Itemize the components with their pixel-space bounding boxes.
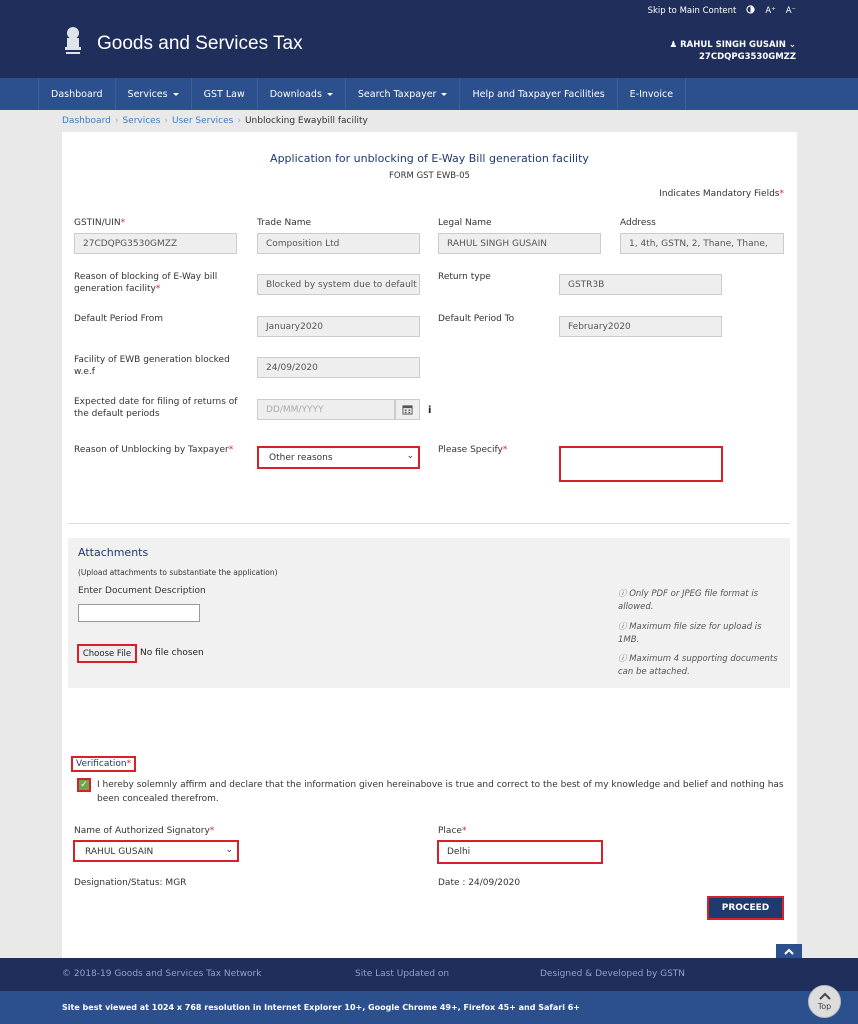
proceed-button[interactable]: PROCEED [707, 896, 784, 920]
declaration-checkbox[interactable]: ✓ [77, 778, 91, 792]
info-circle-icon: ⓘ [618, 589, 630, 599]
gstin-field: 27CDQPG3530GMZZ [74, 233, 237, 254]
no-file-text: No file chosen [140, 648, 204, 658]
attachments-section [68, 538, 790, 688]
address-field: 1, 4th, GSTN, 2, Thane, Thane, [620, 233, 784, 254]
info-circle-icon: ⓘ [618, 654, 630, 664]
user-name: RAHUL SINGH GUSAIN [680, 40, 786, 50]
nav-item-label: Help and Taxpayer Facilities [472, 88, 605, 100]
blocked-wef-field: 24/09/2020 [257, 357, 420, 378]
national-emblem-logo[interactable] [62, 25, 84, 59]
attachments-title: Attachments [78, 546, 149, 559]
mandatory-note: Indicates Mandatory Fields* [659, 189, 784, 199]
nav-item-label: Services [127, 88, 168, 100]
nav-item-label: Search Taxpayer [357, 88, 437, 100]
font-decrease-button[interactable]: A⁻ [785, 6, 796, 16]
reason-blocking-field: Blocked by system due to default [257, 274, 420, 295]
site-updated-text: Site Last Updated on [355, 969, 450, 979]
copyright-text: © 2018-19 Goods and Services Tax Network [62, 969, 262, 979]
best-viewed-text: Site best viewed at 1024 x 768 resolution in Internet Explorer 10+, Google Chrome 49+, Firefox 45+ and Safari 6+ [62, 1003, 581, 1012]
top-bar [0, 0, 858, 20]
divider [68, 523, 790, 524]
chevron-down-icon: ⌄ [785, 40, 796, 50]
user-icon: ♟ [669, 40, 681, 50]
caret-down-icon [327, 93, 333, 96]
verification-label: Verification* [71, 756, 136, 772]
blocked-wef-label: Facility of EWB generation blocked w.e.f [74, 355, 230, 377]
note-file-format: ⓘ Only PDF or JPEG file format is allowed. [618, 589, 759, 612]
breadcrumb-user-services[interactable]: User Services [172, 116, 234, 126]
calendar-icon[interactable] [395, 399, 420, 420]
form-code: FORM GST EWB-05 [389, 171, 470, 181]
nav-item-dashboard[interactable] [38, 78, 116, 110]
nav-item-label: Dashboard [51, 88, 103, 100]
chevron-down-icon: ⌄ [406, 451, 414, 461]
return-type-field: GSTR3B [559, 274, 722, 295]
trade-name-field: Composition Ltd [257, 233, 420, 254]
user-gstin: 27CDQPG3530GMZZ [699, 52, 796, 62]
nav-item-downloads[interactable] [258, 78, 346, 110]
unblock-reason-label: Reason of Unblocking by Taxpayer* [74, 445, 234, 455]
expected-date-input[interactable]: DD/MM/YYYY [257, 399, 395, 420]
legal-name-label: Legal Name [438, 218, 492, 228]
period-to-label: Default Period To [438, 314, 515, 324]
expected-date-label: Expected date for filing of returns of the default periods [74, 397, 238, 419]
nav-item-e-invoice[interactable] [618, 78, 686, 110]
period-from-label: Default Period From [74, 314, 163, 324]
nav-item-label: Downloads [269, 88, 322, 100]
info-icon[interactable]: i [428, 405, 432, 416]
footer-bottom [0, 991, 858, 1024]
please-specify-label: Please Specify* [438, 445, 508, 455]
font-increase-button[interactable]: A⁺ [765, 6, 776, 16]
breadcrumb: Dashboard › Services › User Services › Unblocking Ewaybill facility [62, 116, 368, 126]
nav-item-label: GST Law [203, 88, 245, 100]
please-specify-textarea[interactable] [559, 446, 723, 482]
date-text: Date : 24/09/2020 [438, 878, 521, 888]
place-input[interactable]: Delhi [437, 840, 603, 864]
header [0, 20, 858, 78]
caret-down-icon [173, 93, 179, 96]
period-to-field: February2020 [559, 316, 722, 337]
breadcrumb-current: Unblocking Ewaybill facility [244, 116, 368, 126]
attachments-subtitle: (Upload attachments to substantiate the application) [78, 568, 278, 577]
doc-description-label: Enter Document Description [78, 586, 206, 596]
nav-item-services[interactable] [116, 78, 192, 110]
legal-name-field: RAHUL SINGH GUSAIN [438, 233, 601, 254]
main-nav [0, 78, 858, 110]
unblock-reason-select[interactable]: Other reasons ⌄ [257, 446, 420, 469]
trade-name-label: Trade Name [257, 218, 312, 228]
user-menu[interactable] [669, 39, 796, 63]
skip-to-main-link[interactable]: Skip to Main Content [647, 6, 737, 16]
form-card [62, 132, 797, 958]
caret-down-icon [441, 93, 447, 96]
signatory-select[interactable]: RAHUL GUSAIN ⌄ [73, 840, 239, 862]
address-label: Address [620, 218, 656, 228]
reason-blocking-label: Reason of blocking of E-Way bill generation facility* [74, 272, 218, 294]
breadcrumb-dashboard[interactable]: Dashboard [62, 116, 111, 126]
declaration-text: I hereby solemnly affirm and declare that the information given hereinabove is true and correct to the best of my knowledge and belief and nothing has been concealed therefrom. [97, 780, 784, 804]
signatory-label: Name of Authorized Signatory* [74, 826, 215, 836]
chevron-down-icon: ⌄ [225, 845, 233, 855]
note-file-size: ⓘ Maximum file size for upload is 1MB. [618, 622, 762, 645]
nav-item-gst-law[interactable] [192, 78, 258, 110]
back-to-top-button[interactable]: Top [808, 985, 841, 1018]
nav-item-help-and-taxpayer-facilities[interactable] [460, 78, 617, 110]
nav-item-search-taxpayer[interactable] [346, 78, 461, 110]
doc-description-input[interactable] [78, 604, 200, 622]
breadcrumb-services[interactable]: Services [122, 116, 161, 126]
gstin-label: GSTIN/UIN* [74, 218, 126, 228]
return-type-label: Return type [438, 272, 491, 282]
designation-text: Designation/Status: MGR [74, 878, 187, 888]
contrast-icon[interactable] [746, 5, 755, 17]
designed-by-text: Designed & Developed by GSTN [540, 969, 686, 979]
site-title[interactable]: Goods and Services Tax [97, 33, 303, 54]
period-from-field: January2020 [257, 316, 420, 337]
place-label: Place* [438, 826, 467, 836]
info-circle-icon: ⓘ [618, 622, 630, 632]
footer [0, 958, 858, 991]
page-title: Application for unblocking of E-Way Bill generation facility [270, 152, 589, 165]
choose-file-button[interactable]: Choose File [77, 644, 137, 663]
note-max-documents: ⓘ Maximum 4 supporting documents can be attached. [618, 654, 778, 677]
nav-item-label: E-Invoice [629, 88, 674, 100]
